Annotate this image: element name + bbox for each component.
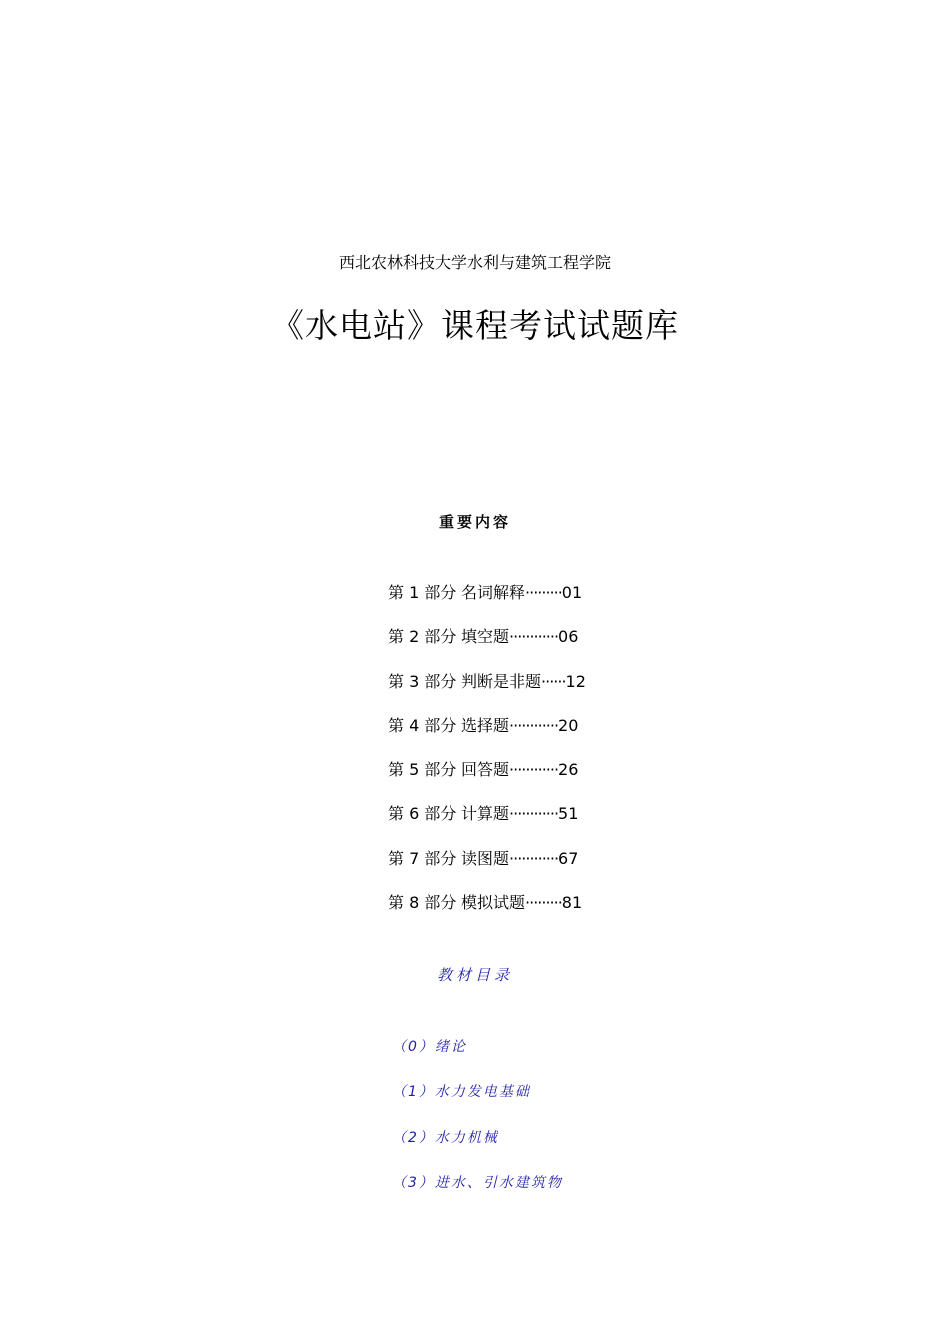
contents-item-page: 67 [558,848,579,868]
contents-item-name: 名词解释 [461,583,526,602]
contents-item-leader: ········· [525,583,562,602]
contents-item [388,582,688,626]
contents-item [388,626,688,670]
contents-heading: 重要内容 [438,513,511,531]
contents-item-page: 26 [558,760,579,780]
contents-item-name: 读图题 [461,848,510,868]
textbook-item: （3）进水、引水建筑物 [392,1174,563,1191]
contents-item-page: 51 [558,804,579,824]
contents-item [388,759,688,803]
contents-item-leader: ············ [509,804,559,824]
contents-item [388,848,688,892]
textbook-item: （1）水力发电基础 [392,1084,531,1101]
contents-item [388,803,688,847]
contents-item-part: 第 4 部分 [388,715,457,735]
contents-item-leader: ············ [509,715,559,735]
contents-item-part: 第 8 部分 [388,893,457,913]
contents-item-page: 81 [561,893,583,913]
contents-list [388,582,688,936]
contents-item [388,671,688,715]
contents-item-page: 06 [558,627,579,647]
contents-item-name: 填空题 [461,627,510,647]
contents-item-name: 模拟试题 [461,893,526,913]
textbook-item: （2）水力机械 [392,1129,499,1146]
contents-item-part: 第 7 部分 [388,848,457,868]
contents-item-part: 第 2 部分 [388,627,457,647]
contents-item-page: 01 [561,583,583,602]
contents-item-part: 第 3 部分 [388,671,457,691]
contents-item-page: 20 [558,715,579,735]
document-title: 《水电站》课程考试试题库 [271,306,679,345]
textbook-heading: 教材目录 [436,966,513,984]
contents-item-leader: ············ [509,848,559,868]
contents-item-leader: ······ [541,671,566,691]
contents-item-leader: ············ [509,760,559,780]
contents-item [388,715,688,759]
contents-item-part: 第 5 部分 [388,760,457,780]
contents-item [388,892,688,936]
textbook-item: （0）绪论 [392,1039,467,1055]
contents-item-part: 第 1 部分 [388,583,457,602]
contents-item-name: 回答题 [461,760,510,780]
contents-item-name: 计算题 [461,804,510,824]
contents-item-leader: ············ [509,627,559,647]
contents-item-name: 判断是非题 [461,671,542,691]
contents-item-name: 选择题 [461,715,510,735]
contents-item-part: 第 6 部分 [388,804,457,824]
textbook-list [392,1036,792,1217]
contents-item-leader: ········· [525,893,562,913]
contents-item-page: 12 [565,671,586,691]
institution-name: 西北农林科技大学水利与建筑工程学院 [338,253,611,272]
